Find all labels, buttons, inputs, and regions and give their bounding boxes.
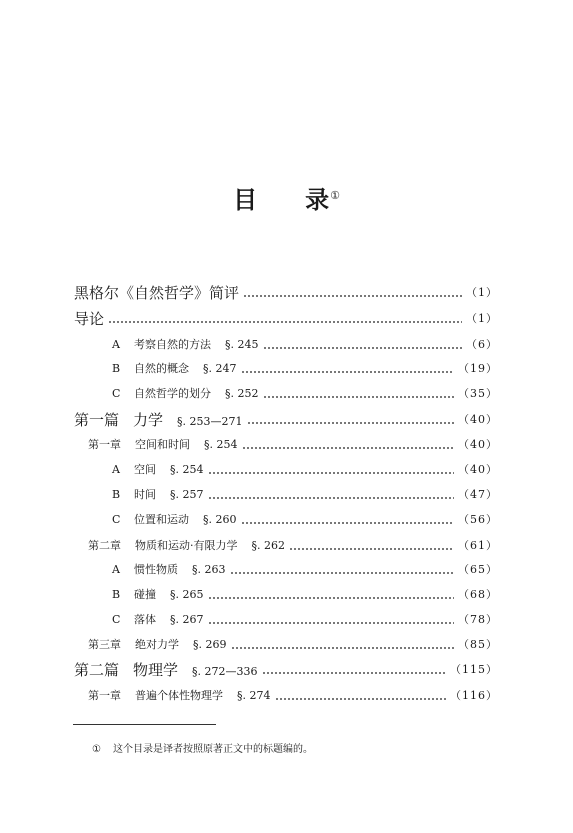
toc-entry-label [0,486,204,502]
toc-row[interactable] [0,334,573,354]
toc-entry-title: 空间 [134,463,156,476]
toc-row[interactable] [0,409,573,429]
toc-page-number: （19） [458,362,498,375]
toc-row[interactable] [0,282,573,302]
footnote-text: 这个目录是译者按照原著正文中的标题编的。 [112,744,313,755]
toc-leader-dots [208,587,455,601]
toc-entry-label [0,308,104,329]
toc-leader-dots [230,562,455,576]
toc-page-number: （85） [458,638,498,651]
toc-page-number: （40） [458,413,498,426]
toc-entry-section: §. 265 [170,588,204,601]
toc-entry-title: 时间 [134,488,156,501]
toc-entry-label [0,636,227,652]
title-char-2: 录 [305,186,330,214]
toc-page-number: （35） [458,387,498,400]
footnote [92,740,313,755]
toc-entry-number: 第一篇 [74,410,120,429]
toc-page-number: （61） [458,539,498,552]
toc-row[interactable] [0,535,573,555]
toc-entry-title: 落体 [134,613,156,626]
toc-entry-section: §. 254 [170,463,204,476]
toc-leader-dots [208,612,455,626]
toc-entry-label [0,561,226,577]
toc-row[interactable] [0,509,573,529]
toc-row[interactable] [0,685,573,705]
toc-entry-section: §. 267 [170,613,204,626]
toc-row[interactable] [0,308,573,328]
toc-page-number: （40） [458,438,498,451]
toc-entry-title: 普遍个体性物理学 [135,689,223,702]
toc-row[interactable] [0,584,573,604]
toc-entry-label [0,611,204,627]
toc-entry-letter: B [112,588,121,601]
toc-entry-label [0,360,237,376]
footnote-marker: ① [92,744,101,755]
toc-entry-section: §. 274 [237,689,271,702]
toc-entry-label [0,659,258,680]
toc-entry-section: §. 269 [193,638,227,651]
toc-page-number: （115） [450,663,498,676]
toc-leader-dots [247,412,454,426]
toc-entry-label [0,586,204,602]
toc-row[interactable] [0,609,573,629]
toc-page-number: （47） [458,488,498,501]
toc-entry-section: §. 247 [203,362,237,375]
toc-entry-letter: B [112,362,121,375]
toc-entry-letter: A [112,463,120,476]
toc-entry-title: 绝对力学 [135,638,179,651]
toc-entry-label [0,282,239,303]
toc-entry-title: 考察自然的方法 [134,338,211,351]
toc-page-number: （1） [466,286,498,299]
toc-row[interactable] [0,659,573,679]
toc-entry-section: §. 254 [204,438,238,451]
toc-entry-title: 空间和时间 [135,438,190,451]
toc-entry-letter: A [112,338,120,351]
toc-entry-section: §. 245 [225,338,259,351]
toc-entry-label [0,511,237,527]
page-title [0,180,573,215]
toc-entry-label [0,436,238,452]
toc-entry-section: §. 263 [192,563,226,576]
toc-page-number: （116） [450,689,498,702]
toc-entry-letter: C [112,613,121,626]
toc-entry-title: 力学 [133,410,164,429]
toc-entry-section: §. 262 [251,539,285,552]
footnote-divider [73,724,216,725]
toc-page-number: （6） [466,338,498,351]
toc-page-number: （56） [458,513,498,526]
toc-leader-dots [289,538,454,552]
toc-leader-dots [263,386,455,400]
toc-entry-label [0,537,285,553]
toc-leader-dots [241,361,455,375]
toc-leader-dots [262,662,446,676]
toc-leader-dots [275,688,447,702]
toc-entry-title: 碰撞 [134,588,156,601]
toc-entry-number: 第二篇 [74,660,120,679]
toc-entry-title: 位置和运动 [134,513,189,526]
toc-entry-title: 惯性物质 [134,563,178,576]
toc-entry-label [0,461,204,477]
toc-entry-letter: A [112,563,120,576]
toc-entry-title: 自然哲学的划分 [134,387,211,400]
toc-page-number: （1） [466,312,498,325]
toc-row[interactable] [0,634,573,654]
toc-entry-title: 自然的概念 [134,362,189,375]
toc-entry-letter: C [112,513,121,526]
toc-entry-letter: B [112,488,121,501]
toc-entry-letter: C [112,387,121,400]
toc-leader-dots [208,462,455,476]
toc-leader-dots [108,311,462,325]
toc-leader-dots [208,487,455,501]
toc-leader-dots [241,512,455,526]
toc-entry-section: §. 260 [203,513,237,526]
toc-row[interactable] [0,383,573,403]
toc-entry-label [0,385,259,401]
toc-row[interactable] [0,559,573,579]
toc-entry-number: 第一章 [88,689,121,702]
toc-entry-label [0,409,243,430]
toc-page-number: （65） [458,563,498,576]
toc-entry-title: 导论 [74,309,105,328]
toc-leader-dots [242,437,455,451]
title-char-1: 目 [233,186,258,214]
toc-row[interactable] [0,434,573,454]
toc-page-number: （78） [458,613,498,626]
toc-entry-number: 第一章 [88,438,121,451]
toc-row[interactable] [0,358,573,378]
toc-entry-section: §. 253—271 [177,414,243,428]
toc-entry-number: 第二章 [88,539,121,552]
toc-leader-dots [231,637,455,651]
toc-entry-number: 第三章 [88,638,121,651]
toc-page-number: （40） [458,463,498,476]
toc-leader-dots [243,285,462,299]
toc-row[interactable] [0,459,573,479]
toc-entry-title: 黑格尔《自然哲学》简评 [74,283,240,302]
toc-entry-label [0,336,259,352]
toc-entry-title: 物质和运动·有限力学 [135,539,238,552]
toc-row[interactable] [0,484,573,504]
toc-page-number: （68） [458,588,498,601]
footnote-reference-mark: ① [330,189,340,202]
toc-entry-section: §. 257 [170,488,204,501]
toc-leader-dots [263,337,463,351]
toc-entry-section: §. 272—336 [192,664,258,678]
toc-entry-label [0,687,271,703]
toc-entry-title: 物理学 [133,660,179,679]
toc-entry-section: §. 252 [225,387,259,400]
